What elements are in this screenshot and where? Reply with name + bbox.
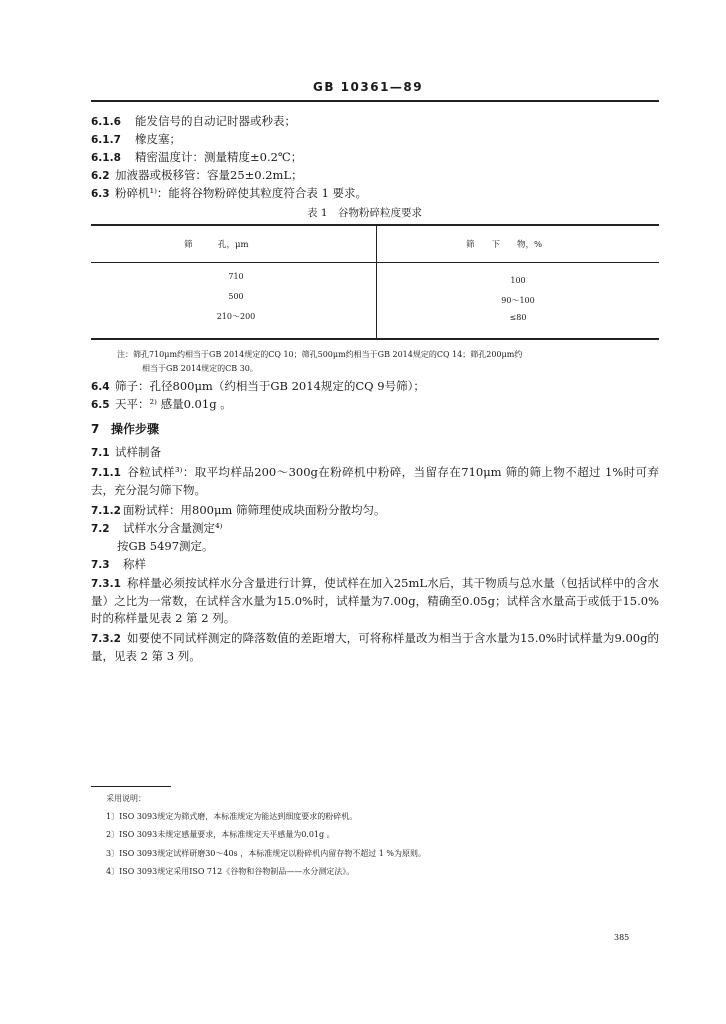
paragraph-7-3-2: 7.3.2 如要使不同试样测定的降落数值的差距增大，可将称样量改为相当于含水量为15.0%时试样量为9.00g的量，见表 2 第 3 列。 xyxy=(91,631,659,663)
table-cell: 500 xyxy=(228,292,244,301)
item-6-3: 6.3 粉碎机¹⁾：能将谷物粉碎使其粒度符合表 1 要求。 xyxy=(91,186,368,200)
item-6-2: 6.2 加液器或极移管：容量25±0.2mL； xyxy=(91,168,303,182)
item-6-1-8: 6.1.8 精密温度计：测量精度±0.2℃； xyxy=(91,150,303,164)
paragraph-7-1-2: 7.1.2 面粉试样：用800μm 筛筛理使成块面粉分散均匀。 xyxy=(91,503,386,517)
item-6-1-7: 6.1.7 橡皮塞； xyxy=(91,132,181,146)
paragraph-7-2: 按GB 5497测定。 xyxy=(117,539,214,553)
footnote: 3〕ISO 3093规定试样研磨30～40s ，本标准规定以粉碎机内留存物不超过 1 %为原则。 xyxy=(106,849,426,858)
table-caption: 表 1 谷物粉碎粒度要求 xyxy=(307,207,423,219)
paragraph-7-1-1: 7.1.1 谷粒试样³⁾：取平均样品200～300g在粉碎机中粉碎，当留存在710μm 筛的筛上物不超过 1%时可弃去，充分混匀筛下物。 xyxy=(91,465,659,497)
section-heading: 7 操作步骤 xyxy=(91,422,160,436)
paragraph-7-3-1: 7.3.1 称样量必须按试样水分含量进行计算，使试样在加入25mL水后，其干物质与总水量（包括试样中的含水量）之比为一常数，在试样含水量为15.0%时，试样量为7.00g，精确至0.05g；试样含水量高于或低于15.0%时的称样量见表 2 第 2 列。 xyxy=(91,576,659,625)
table-cell: 710 xyxy=(228,272,244,281)
table-cell: 90～100 xyxy=(501,296,535,305)
page-number: 385 xyxy=(614,933,630,942)
footnote-heading: 采用说明： xyxy=(106,794,146,803)
table-bottom-rule xyxy=(91,338,659,340)
table-top-rule xyxy=(91,224,659,226)
footnote: 1〕ISO 3093规定为筛式磨，本标准规定为能达到细度要求的粉碎机。 xyxy=(106,812,358,821)
table-note: 相当于GB 2014规定的CB 30。 xyxy=(142,364,258,373)
subsection-heading: 7.1 试样制备 xyxy=(91,445,161,459)
header-rule xyxy=(91,100,659,102)
subsection-heading: 7.2 试样水分含量测定⁴⁾ xyxy=(91,521,223,535)
item-6-4: 6.4 筛子：孔径800μm（约相当于GB 2014规定的CQ 9号筛）； xyxy=(91,379,425,393)
item-6-1-6: 6.1.6 能发信号的自动记时器或秒表； xyxy=(91,114,296,128)
table-cell: 100 xyxy=(510,276,526,285)
table-cell: ≤80 xyxy=(509,313,527,322)
subsection-heading: 7.3 称样 xyxy=(91,557,146,571)
table-header-rule xyxy=(91,262,659,263)
footnote-rule xyxy=(91,786,171,787)
table-note: 注：筛孔710μm约相当于GB 2014规定的CQ 10；筛孔500μm约相当于GB 2014规定的CQ 14；筛孔200μm约 xyxy=(117,350,523,359)
item-6-5: 6.5 天平：²⁾ 感量0.01g 。 xyxy=(91,397,232,411)
footnote: 4〕ISO 3093规定采用ISO 712《谷物和谷物制品——水分测定法》。 xyxy=(106,867,355,876)
table-header-aperture: 筛 孔，μm xyxy=(184,240,249,250)
table-cell: 210～200 xyxy=(216,312,256,321)
footnote: 2〕ISO 3093未规定感量要求，本标准规定天平感量为0.01g 。 xyxy=(106,830,335,839)
table-column-divider xyxy=(376,224,377,339)
table-header-through: 筛 下 物，% xyxy=(466,240,543,250)
doc-code: GB 10361—89 xyxy=(313,80,424,94)
